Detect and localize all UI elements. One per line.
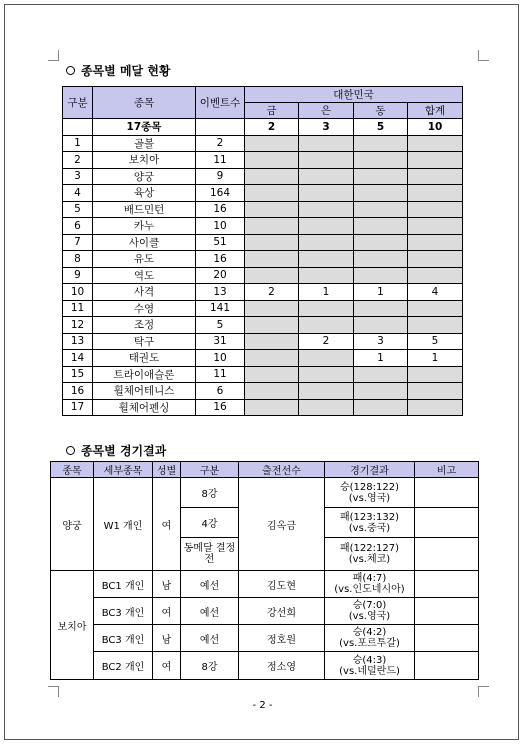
header-total: 합계 bbox=[408, 103, 463, 119]
note-cell bbox=[415, 571, 479, 598]
event-count-cell: 6 bbox=[196, 383, 245, 400]
event-count-cell: 11 bbox=[196, 366, 245, 383]
total-cell bbox=[408, 251, 463, 268]
total-cell bbox=[408, 201, 463, 218]
result-cell bbox=[325, 538, 415, 571]
row-number-cell: 1 bbox=[63, 135, 93, 152]
bronze-cell bbox=[354, 168, 408, 185]
header-detail: 세부종목 bbox=[94, 462, 153, 478]
row-number-cell: 10 bbox=[63, 284, 93, 301]
silver-cell bbox=[299, 350, 354, 367]
silver-cell bbox=[299, 168, 354, 185]
sport-name-cell: 유도 bbox=[93, 251, 196, 268]
result-score: 승(4:2) bbox=[352, 627, 387, 638]
table-row bbox=[63, 333, 463, 350]
athlete-cell: 정소영 bbox=[239, 652, 325, 680]
gender-cell: 여 bbox=[153, 598, 181, 625]
result-cell bbox=[325, 571, 415, 598]
summary-no bbox=[63, 119, 93, 136]
category-cell: 예선 bbox=[181, 571, 239, 598]
sport-name-cell: 보치아 bbox=[93, 152, 196, 169]
silver-cell bbox=[299, 317, 354, 334]
category-cell: 예선 bbox=[181, 625, 239, 652]
gold-cell bbox=[245, 399, 299, 416]
total-cell: 1 bbox=[408, 350, 463, 367]
sport-name-cell: 사격 bbox=[93, 284, 196, 301]
bronze-cell: 3 bbox=[354, 333, 408, 350]
detail-cell: BC2 개인 bbox=[94, 652, 153, 680]
header-silver: 은 bbox=[299, 103, 354, 119]
table-row bbox=[51, 571, 479, 598]
crop-mark-top-right bbox=[478, 50, 489, 61]
gender-cell: 남 bbox=[153, 625, 181, 652]
gender-cell: 여 bbox=[153, 478, 181, 571]
event-count-cell: 10 bbox=[196, 218, 245, 235]
event-count-cell: 11 bbox=[196, 152, 245, 169]
table-row bbox=[63, 350, 463, 367]
summary-silver: 3 bbox=[299, 119, 354, 136]
table-row bbox=[63, 383, 463, 400]
event-count-cell: 31 bbox=[196, 333, 245, 350]
header-bronze: 동 bbox=[354, 103, 408, 119]
event-count-cell: 20 bbox=[196, 267, 245, 284]
bronze-cell bbox=[354, 201, 408, 218]
table-row bbox=[63, 317, 463, 334]
gold-cell bbox=[245, 135, 299, 152]
bronze-cell bbox=[354, 383, 408, 400]
table-row bbox=[63, 185, 463, 202]
bronze-cell bbox=[354, 399, 408, 416]
result-cell bbox=[325, 625, 415, 652]
header-category: 구분 bbox=[63, 87, 93, 119]
gold-cell bbox=[245, 185, 299, 202]
gender-cell: 여 bbox=[153, 652, 181, 680]
total-cell bbox=[408, 234, 463, 251]
athlete-cell: 김도현 bbox=[239, 571, 325, 598]
sport-name-cell: 수영 bbox=[93, 300, 196, 317]
row-number-cell: 2 bbox=[63, 152, 93, 169]
gold-cell: 2 bbox=[245, 284, 299, 301]
gold-cell bbox=[245, 350, 299, 367]
header-result: 경기결과 bbox=[325, 462, 415, 478]
gold-cell bbox=[245, 333, 299, 350]
medal-rows bbox=[63, 135, 463, 416]
category-cell: 동메달 결정전 bbox=[181, 538, 239, 571]
gold-cell bbox=[245, 152, 299, 169]
row-number-cell: 16 bbox=[63, 383, 93, 400]
sport-name-cell: 골볼 bbox=[93, 135, 196, 152]
gold-cell bbox=[245, 168, 299, 185]
sport-name-cell: 양궁 bbox=[93, 168, 196, 185]
result-opponent: (vs.네덜란드) bbox=[339, 665, 400, 677]
gold-cell bbox=[245, 317, 299, 334]
crop-mark-bottom-right bbox=[478, 686, 489, 697]
event-count-cell: 10 bbox=[196, 350, 245, 367]
sport-name-cell: 휠체어펜싱 bbox=[93, 399, 196, 416]
gold-cell bbox=[245, 201, 299, 218]
sport-name-cell: 사이클 bbox=[93, 234, 196, 251]
header-athlete: 출전선수 bbox=[239, 462, 325, 478]
note-cell bbox=[415, 478, 479, 508]
sport-name-cell: 카누 bbox=[93, 218, 196, 235]
header-note: 비고 bbox=[415, 462, 479, 478]
total-cell bbox=[408, 185, 463, 202]
row-number-cell: 13 bbox=[63, 333, 93, 350]
gender-cell: 남 bbox=[153, 571, 181, 598]
gold-cell bbox=[245, 218, 299, 235]
sport-name-cell: 휠체어테니스 bbox=[93, 383, 196, 400]
total-cell bbox=[408, 135, 463, 152]
total-cell: 5 bbox=[408, 333, 463, 350]
silver-cell bbox=[299, 267, 354, 284]
bronze-cell bbox=[354, 218, 408, 235]
bronze-cell bbox=[354, 317, 408, 334]
table-row bbox=[51, 652, 479, 680]
total-cell bbox=[408, 168, 463, 185]
result-opponent: (vs.중국) bbox=[348, 522, 391, 534]
bronze-cell bbox=[354, 152, 408, 169]
result-cell bbox=[325, 478, 415, 508]
total-cell bbox=[408, 317, 463, 334]
result-cell bbox=[325, 508, 415, 538]
sport-name-cell: 조정 bbox=[93, 317, 196, 334]
medal-status-table bbox=[62, 86, 463, 416]
row-number-cell: 9 bbox=[63, 267, 93, 284]
event-count-cell: 51 bbox=[196, 234, 245, 251]
athlete-cell: 정호원 bbox=[239, 625, 325, 652]
silver-cell bbox=[299, 383, 354, 400]
table-row bbox=[63, 234, 463, 251]
bronze-cell bbox=[354, 366, 408, 383]
summary-row bbox=[63, 119, 463, 136]
bronze-cell bbox=[354, 234, 408, 251]
result-opponent: (vs.체코) bbox=[348, 554, 391, 565]
result-cell bbox=[325, 652, 415, 680]
summary-events bbox=[196, 119, 245, 136]
event-count-cell: 16 bbox=[196, 201, 245, 218]
row-number-cell: 6 bbox=[63, 218, 93, 235]
crop-mark-top-left bbox=[48, 50, 59, 61]
category-cell: 8강 bbox=[181, 478, 239, 508]
row-number-cell: 7 bbox=[63, 234, 93, 251]
sport-name-cell: 트라이애슬론 bbox=[93, 366, 196, 383]
silver-cell bbox=[299, 366, 354, 383]
event-count-cell: 9 bbox=[196, 168, 245, 185]
row-number-cell: 17 bbox=[63, 399, 93, 416]
header-sport: 종목 bbox=[51, 462, 94, 478]
summary-gold: 2 bbox=[245, 119, 299, 136]
result-opponent: (vs.영국) bbox=[348, 611, 391, 622]
athlete-cell: 강선희 bbox=[239, 598, 325, 625]
table-row bbox=[63, 251, 463, 268]
summary-bronze: 5 bbox=[354, 119, 408, 136]
event-count-cell: 164 bbox=[196, 185, 245, 202]
gold-cell bbox=[245, 366, 299, 383]
table-row bbox=[63, 267, 463, 284]
total-cell bbox=[408, 218, 463, 235]
result-score: 승(7:0) bbox=[352, 600, 387, 611]
bronze-cell bbox=[354, 300, 408, 317]
header-sport: 종목 bbox=[93, 87, 196, 119]
event-count-cell: 141 bbox=[196, 300, 245, 317]
total-cell bbox=[408, 152, 463, 169]
silver-cell bbox=[299, 218, 354, 235]
result-opponent: (vs.인도네시아) bbox=[334, 584, 405, 595]
result-opponent: (vs.포르투갈) bbox=[339, 638, 400, 649]
total-cell bbox=[408, 366, 463, 383]
bronze-cell: 1 bbox=[354, 350, 408, 367]
table-row bbox=[63, 284, 463, 301]
result-cell bbox=[325, 598, 415, 625]
bronze-cell bbox=[354, 185, 408, 202]
sport-cell: 보치아 bbox=[51, 571, 94, 680]
bronze-cell bbox=[354, 251, 408, 268]
row-number-cell: 14 bbox=[63, 350, 93, 367]
silver-cell bbox=[299, 152, 354, 169]
detail-cell: BC3 개인 bbox=[94, 598, 153, 625]
sport-name-cell: 태권도 bbox=[93, 350, 196, 367]
row-number-cell: 12 bbox=[63, 317, 93, 334]
note-cell bbox=[415, 625, 479, 652]
result-score: 패(122:127) bbox=[339, 543, 399, 554]
table-row bbox=[63, 218, 463, 235]
category-cell: 4강 bbox=[181, 508, 239, 538]
header-row bbox=[63, 87, 463, 103]
gold-cell bbox=[245, 234, 299, 251]
header-country: 대한민국 bbox=[245, 87, 463, 103]
match-results-table bbox=[50, 461, 479, 680]
table-row bbox=[63, 366, 463, 383]
detail-cell: BC1 개인 bbox=[94, 571, 153, 598]
circle-bullet-icon bbox=[66, 66, 75, 75]
row-number-cell: 5 bbox=[63, 201, 93, 218]
row-number-cell: 8 bbox=[63, 251, 93, 268]
event-count-cell: 13 bbox=[196, 284, 245, 301]
header-gold: 금 bbox=[245, 103, 299, 119]
total-cell bbox=[408, 383, 463, 400]
total-cell bbox=[408, 399, 463, 416]
row-number-cell: 3 bbox=[63, 168, 93, 185]
header-events: 이벤트수 bbox=[196, 87, 245, 119]
sport-name-cell: 배드민턴 bbox=[93, 201, 196, 218]
event-count-cell: 2 bbox=[196, 135, 245, 152]
table-row bbox=[51, 625, 479, 652]
bronze-cell bbox=[354, 135, 408, 152]
table-row bbox=[63, 168, 463, 185]
result-score: 패(123:132) bbox=[339, 511, 399, 523]
bronze-cell bbox=[354, 267, 408, 284]
silver-cell bbox=[299, 251, 354, 268]
section1-heading bbox=[66, 62, 171, 79]
header-gender: 성별 bbox=[153, 462, 181, 478]
table-row bbox=[63, 300, 463, 317]
gold-cell bbox=[245, 267, 299, 284]
total-cell bbox=[408, 300, 463, 317]
silver-cell: 1 bbox=[299, 284, 354, 301]
total-cell bbox=[408, 267, 463, 284]
silver-cell: 2 bbox=[299, 333, 354, 350]
athlete-cell: 김옥금 bbox=[239, 478, 325, 571]
sport-name-cell: 역도 bbox=[93, 267, 196, 284]
category-cell: 예선 bbox=[181, 598, 239, 625]
header-row bbox=[51, 462, 479, 478]
section2-heading bbox=[66, 442, 166, 459]
page-number: - 2 - bbox=[252, 700, 273, 711]
note-cell bbox=[415, 652, 479, 680]
table-row bbox=[63, 201, 463, 218]
table-row bbox=[51, 478, 479, 508]
category-cell: 8강 bbox=[181, 652, 239, 680]
silver-cell bbox=[299, 399, 354, 416]
gold-cell bbox=[245, 300, 299, 317]
sport-name-cell: 탁구 bbox=[93, 333, 196, 350]
detail-cell: BC3 개인 bbox=[94, 625, 153, 652]
event-count-cell: 16 bbox=[196, 251, 245, 268]
silver-cell bbox=[299, 300, 354, 317]
section1-title: 종목별 메달 현황 bbox=[81, 64, 171, 78]
gold-cell bbox=[245, 251, 299, 268]
bronze-cell: 1 bbox=[354, 284, 408, 301]
row-number-cell: 4 bbox=[63, 185, 93, 202]
sport-cell: 양궁 bbox=[51, 478, 94, 571]
detail-cell: W1 개인 bbox=[94, 478, 153, 571]
total-cell: 4 bbox=[408, 284, 463, 301]
summary-sport: 17종목 bbox=[93, 119, 196, 136]
silver-cell bbox=[299, 185, 354, 202]
sport-name-cell: 육상 bbox=[93, 185, 196, 202]
gold-cell bbox=[245, 383, 299, 400]
silver-cell bbox=[299, 135, 354, 152]
crop-mark-bottom-left bbox=[48, 686, 59, 697]
section2-title: 종목별 경기결과 bbox=[81, 444, 167, 458]
table-row bbox=[63, 135, 463, 152]
event-count-cell: 16 bbox=[196, 399, 245, 416]
event-count-cell: 5 bbox=[196, 317, 245, 334]
circle-bullet-icon bbox=[66, 446, 75, 455]
silver-cell bbox=[299, 234, 354, 251]
note-cell bbox=[415, 538, 479, 571]
note-cell bbox=[415, 598, 479, 625]
result-score: 승(4:3) bbox=[352, 654, 387, 666]
result-opponent: (vs.영국) bbox=[348, 492, 391, 504]
result-score: 패(4:7) bbox=[352, 573, 387, 584]
table-row bbox=[63, 152, 463, 169]
silver-cell bbox=[299, 201, 354, 218]
summary-total: 10 bbox=[408, 119, 463, 136]
note-cell bbox=[415, 508, 479, 538]
table-row bbox=[51, 598, 479, 625]
table-row bbox=[63, 399, 463, 416]
result-score: 승(128:122) bbox=[339, 481, 399, 493]
row-number-cell: 11 bbox=[63, 300, 93, 317]
row-number-cell: 15 bbox=[63, 366, 93, 383]
header-category: 구분 bbox=[181, 462, 239, 478]
